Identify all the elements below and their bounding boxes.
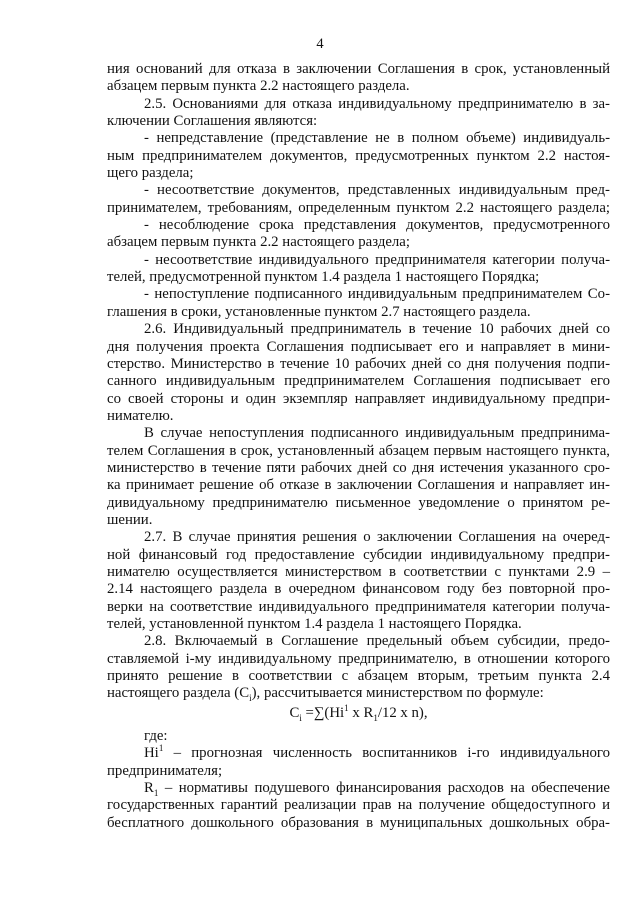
definition-r-sub: 1: [153, 788, 159, 799]
definition-r-symbol: R: [144, 780, 154, 797]
text-line: ния оснований для отказа в заключении Соглашения в срок, установленный: [107, 61, 610, 77]
document-body: [107, 61, 610, 832]
text-line: шении.: [107, 511, 153, 528]
text-line: ной финансовый год предоставление субсидии индивидуальному предпри-: [107, 546, 610, 563]
text-line: щего раздела;: [107, 165, 194, 182]
formula-intro-after: ), рассчитывается министерством по формуле:: [251, 685, 544, 702]
text-line: 2.8. Включаемый в Соглашение предельный объем субсидии, предо-: [144, 633, 610, 650]
definition-hi-text: – прогнозная численность воспитанников i-го индивидуального: [163, 745, 610, 762]
text-line: 2.6. Индивидуальный предприниматель в течение 10 рабочих дней со: [144, 321, 610, 338]
formula-intro-sub: i: [249, 693, 252, 704]
text-line: нимателю осуществляется министерством в соответствии с пунктами 2.9 –: [107, 563, 610, 580]
definition-hi-line1: [107, 745, 610, 762]
text-line: 2.7. В случае принятия решения о заключении Соглашения на очеред-: [144, 529, 610, 546]
text-line: телей, предусмотренной пунктом 1.4 раздела 1 настоящего Порядка;: [107, 269, 540, 286]
formula-lhs-sub: i: [299, 712, 302, 723]
definition-hi-symbol: Hi: [144, 745, 159, 762]
definition-r-text: – нормативы подушевого финансирования расходов на обеспечение: [158, 780, 610, 797]
text-line: стерство. Министерство в течение 10 рабочих дней со дня получения подпи-: [107, 355, 610, 372]
text-line: телем Соглашения в срок, установленный абзацем первым настоящего пункта,: [107, 442, 610, 459]
text-line: со своей стороны и один экземпляр направляет индивидуальному предпри-: [107, 390, 610, 407]
text-line: - несоответствие документов, представленных индивидуальным пред-: [144, 182, 610, 199]
text-line: 2.5. Основаниями для отказа индивидуальному предпринимателю в за-: [144, 95, 610, 112]
formula-rhs: /12 x n),: [377, 704, 428, 721]
text-line: 2.14 настоящего раздела в очередном финансовом году без повторной про-: [107, 581, 610, 598]
text-line: нимателю.: [107, 407, 174, 424]
text-line: дня получения проекта Соглашения подписывает его и направляет в мини-: [107, 338, 610, 355]
text-line: телей, установленной пунктом 1.4 раздела 1 настоящего Порядка.: [107, 616, 522, 632]
formula-sup: 1: [344, 702, 349, 713]
text-line: ставляемой i-му индивидуальному предпринимателю, в отношении которого: [107, 650, 610, 667]
text-line: дивидуальному предпринимателю письменное уведомление о принятом ре-: [107, 494, 610, 511]
text-line: абзацем первым пункта 2.2 настоящего раздела.: [107, 78, 410, 95]
where-label: где:: [144, 728, 168, 745]
definition-r-line3: бесплатного дошкольного образования в муниципальных дошкольных обра-: [107, 814, 610, 831]
formula-intro-line: [107, 685, 610, 702]
text-line: глашения в сроки, установленные пунктом 2.7 настоящего раздела.: [107, 303, 531, 320]
text-line: министерство в течение пяти рабочих дней со дня истечения указанного сро-: [107, 459, 610, 476]
definition-r-line2: государственных гарантий реализации прав на получение общедоступного и: [107, 797, 610, 814]
formula-lhs: C: [289, 704, 300, 721]
text-line: принято решение в соответствии с абзацем вторым, третьим пункта 2.4: [107, 668, 610, 685]
text-line: принимателем, требованиям, определенным пунктом 2.2 настоящего раздела;: [107, 199, 610, 216]
definition-hi-sup: 1: [158, 743, 164, 754]
text-line: В случае непоступления подписанного индивидуальным предпринима-: [144, 425, 610, 442]
definition-r-line1: [107, 780, 610, 797]
text-line: ключении Соглашения являются:: [107, 113, 318, 130]
text-line: санного индивидуальным предпринимателем Соглашения подписывает его: [107, 373, 610, 390]
text-line: - несоблюдение срока представления документов, предусмотренного: [144, 217, 610, 234]
text-line: - непредставление (представление не в полном объеме) индивидуаль-: [144, 130, 610, 147]
text-line: ка принимает решение об отказе в заключении Соглашения и направляет ин-: [107, 477, 610, 494]
definition-hi-line2: предпринимателя;: [107, 762, 223, 779]
formula-mid-sub: 1: [373, 712, 378, 723]
text-line: ным предпринимателем документов, предусмотренных пунктом 2.2 настоя-: [107, 147, 610, 164]
body-paragraphs: [107, 61, 610, 685]
text-line: - непоступление подписанного индивидуальным предпринимателем Со-: [144, 286, 610, 303]
formula-mid: x R: [348, 704, 374, 721]
page-number: 4: [316, 36, 324, 52]
formula-intro-before: настоящего раздела (C: [107, 685, 250, 702]
formula: [107, 702, 610, 723]
text-line: абзацем первым пункта 2.2 настоящего раздела;: [107, 234, 410, 251]
text-line: верки на соответствие индивидуального предпринимателя категории получа-: [107, 598, 610, 615]
formula-eq: =∑(Hi: [301, 704, 345, 721]
text-line: - несоответствие индивидуального предпринимателя категории получа-: [144, 251, 610, 268]
